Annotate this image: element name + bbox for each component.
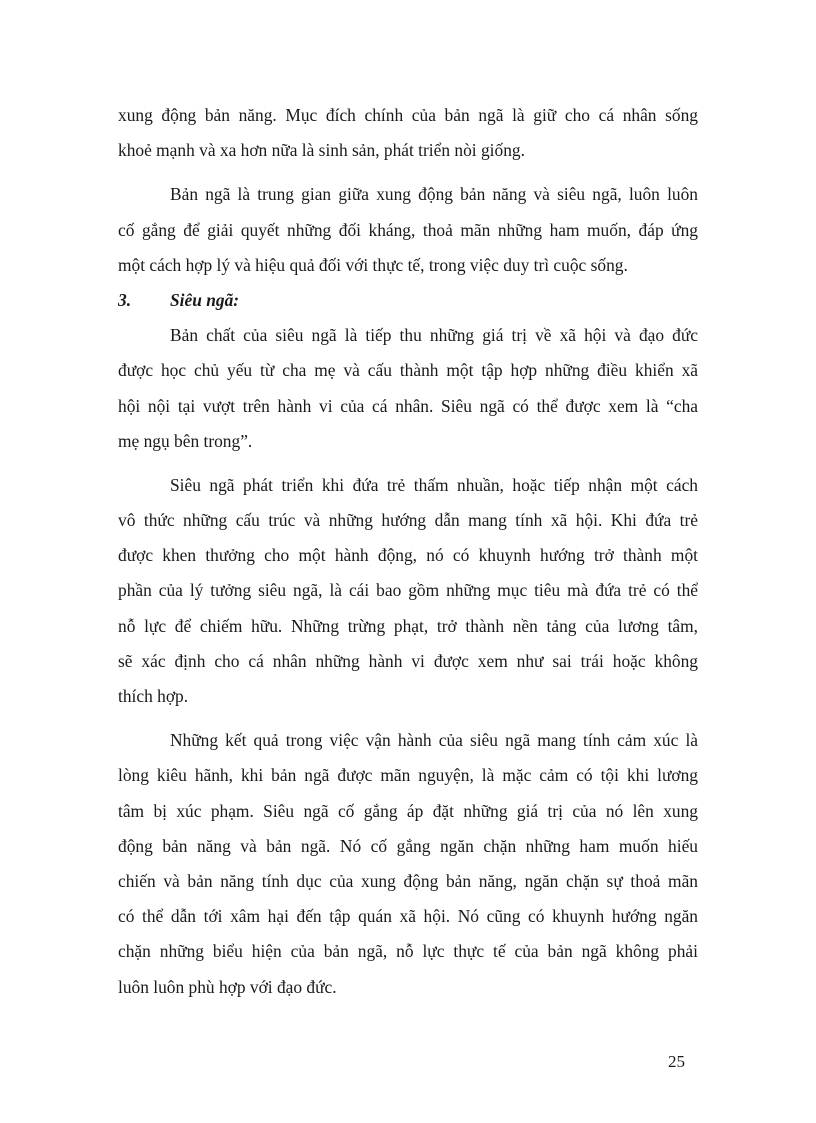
paragraph-superego-development	[118, 468, 698, 714]
page-number: 25	[668, 1052, 685, 1071]
section-title: Siêu ngã:	[170, 289, 240, 310]
text-line: có thể dẫn tới xâm hại đến tập quán xã hội. Nó cũng có khuynh hướng ngăn	[118, 906, 698, 927]
section-heading	[118, 283, 698, 318]
text-line: mẹ ngụ bên trong”.	[118, 430, 253, 451]
text-line: khoẻ mạnh và xa hơn nữa là sinh sản, phát triển nòi giống.	[118, 140, 525, 161]
paragraph-superego-nature	[118, 318, 698, 459]
text-line: Những kết quả trong việc vận hành của siêu ngã mang tính cảm xúc là	[170, 730, 698, 751]
text-line: được khen thưởng cho một hành động, nó có khuynh hướng trở thành một	[118, 545, 698, 566]
text-line: hội nội tại vượt trên hành vi của cá nhân. Siêu ngã có thể được xem là “cha	[118, 395, 698, 416]
text-line: xung động bản năng. Mục đích chính của bản ngã là giữ cho cá nhân sống	[118, 105, 698, 125]
text-line: thích hợp.	[118, 686, 189, 706]
paragraph-continuation	[118, 98, 698, 168]
text-line: cố gắng để giải quyết những đối kháng, thoả mãn những ham muốn, đáp ứng	[118, 219, 698, 240]
text-line: lòng kiêu hãnh, khi bản ngã được mãn nguyện, là mặc cảm có tội khi lương	[118, 765, 698, 786]
text-line: chặn những biểu hiện của bản ngã, nỗ lực thực tế của bản ngã không phải	[118, 941, 698, 962]
text-line: một cách hợp lý và hiệu quả đối với thực tế, trong việc duy trì cuộc sống.	[118, 254, 628, 275]
paragraph-superego-effects	[118, 723, 698, 1005]
text-line: vô thức những cấu trúc và những hướng dẫn mang tính xã hội. Khi đứa trẻ	[118, 510, 698, 531]
text-line: được học chủ yếu từ cha mẹ và cấu thành một tập hợp những điều khiển xã	[118, 360, 698, 381]
text-line: Bản ngã là trung gian giữa xung động bản năng và siêu ngã, luôn luôn	[170, 184, 698, 205]
text-line: luôn luôn phù hợp với đạo đức.	[118, 976, 337, 997]
document-page	[118, 98, 698, 1005]
section-number: 3.	[118, 289, 132, 310]
text-line: sẽ xác định cho cá nhân những hành vi được xem như sai trái hoặc không	[118, 650, 698, 671]
text-line: động bản năng và bản ngã. Nó cố gắng ngăn chặn những ham muốn hiếu	[118, 835, 698, 856]
text-line: phần của lý tưởng siêu ngã, là cái bao gồm những mục tiêu mà đứa trẻ có thể	[118, 580, 698, 601]
paragraph-ego-mediator	[118, 177, 698, 283]
text-line: nỗ lực để chiếm hữu. Những trừng phạt, trở thành nền tảng của lương tâm,	[118, 615, 698, 636]
text-line: tâm bị xúc phạm. Siêu ngã cố gắng áp đặt những giá trị của nó lên xung	[118, 800, 698, 821]
text-line: Bản chất của siêu ngã là tiếp thu những giá trị về xã hội và đạo đức	[170, 325, 698, 346]
text-line: Siêu ngã phát triển khi đứa trẻ thấm nhuần, hoặc tiếp nhận một cách	[170, 474, 698, 495]
text-line: chiến và bản năng tính dục của xung động bản năng, ngăn chặn sự thoả mãn	[118, 870, 698, 891]
